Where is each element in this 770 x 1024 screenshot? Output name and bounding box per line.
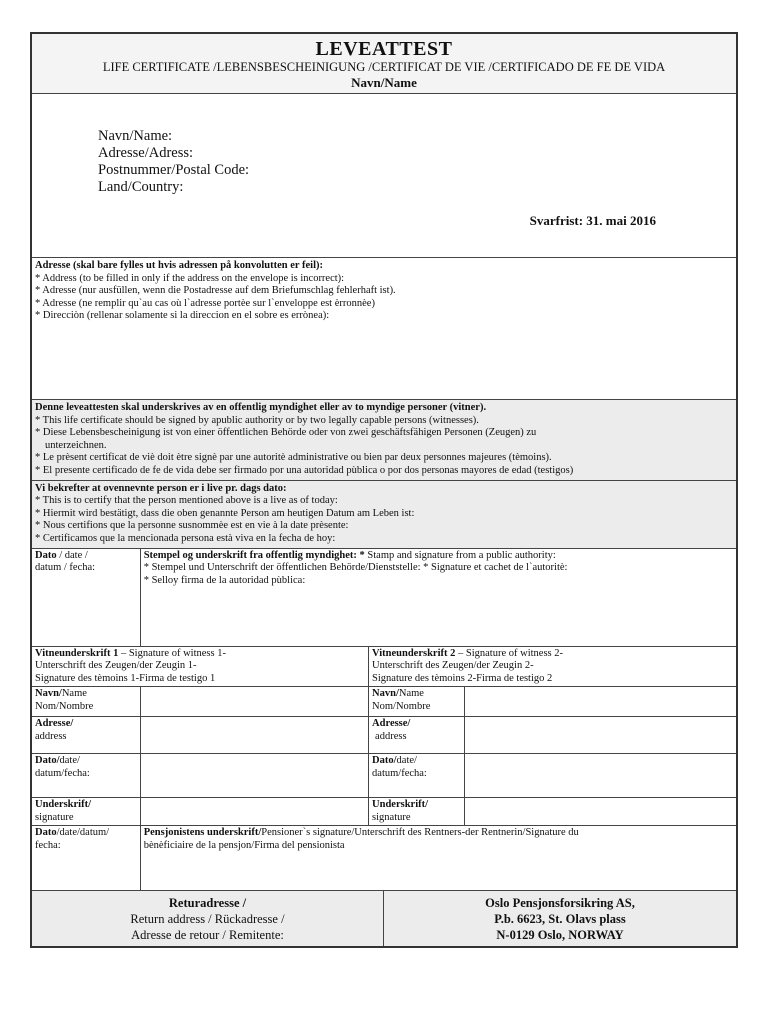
recipient-name-label: Navn/Name: (98, 128, 173, 144)
form-title: LEVEATTEST (315, 38, 453, 60)
return-address-heading: Returadresse / (168, 896, 247, 911)
authority-date-field[interactable] (32, 549, 140, 646)
confirmation-line: * Hiermit wird bestätigt, dass die oben genannte Person am heutigen Datum am Leben ist: (35, 507, 415, 519)
witness-signature-row (32, 797, 736, 825)
recipient-postal-label: Postnummer/Postal Code: (98, 162, 250, 178)
signing-instructions-line: * Le prèsent certificat de viè doit ètre signè par une autoritè administrative ou bien par deux personnes majeures (tèmoins). (35, 452, 552, 464)
return-street: P.b. 6623, St. Olavs plass (494, 912, 626, 927)
confirmation-line: * Nous certifions que la personne susnommèe est en vie à la date prèsente: (35, 520, 349, 532)
return-address-label (32, 891, 384, 946)
witness-2-address-field[interactable] (464, 717, 736, 753)
address-correction-line: * Address (to be filled in only if the address on the envelope is incorrect): (35, 272, 345, 284)
form-subtitle: LIFE CERTIFICATE /LEBENSBESCHEINIGUNG /CERTIFICAT DE VIE /CERTIFICADO DE FE DE VIDA (102, 60, 666, 74)
deadline: Svarfrist: 31. mai 2016 (529, 213, 656, 228)
recipient-country-label: Land/Country: (98, 179, 184, 195)
signing-instructions-line: unterzeichnen. (45, 439, 107, 451)
witness-1-address-label: Adresse/ address (35, 718, 74, 742)
pensioner-row (32, 825, 736, 890)
confirmation-line: * Certificamos que la mencionada persona està viva en la fecha de hoy: (35, 532, 336, 544)
pensioner-date-field[interactable] (32, 826, 140, 890)
name-heading: Navn/Name (351, 75, 417, 90)
recipient-address-label: Adresse/Adress: (98, 145, 194, 161)
witness-2-signature-label: Underskrift/ signature (368, 798, 464, 825)
address-correction-section[interactable] (32, 257, 736, 399)
signing-instructions-section (32, 399, 736, 480)
life-certificate-form (30, 32, 738, 948)
witness-1-title-rest: – Signature of witness 1- (118, 647, 226, 659)
authority-date-label-bold: Dato (35, 549, 57, 561)
signing-instructions-line: * Diese Lebensbescheinigung ist von einer öffentlichen Behörde oder von zwei geschäftsfähigen Personen (Zeugen) zu (35, 427, 537, 439)
witness-date-row (32, 753, 736, 797)
witness-2-title-2: Unterschrift des Zeugen/der Zeugin 2- (372, 660, 534, 672)
authority-row (32, 548, 736, 646)
witness-2-title: Vitneunderskrift 2 (372, 647, 456, 659)
pensioner-date-label: /date/datum/ (56, 827, 110, 839)
pensioner-signature-label-bold: Pensjonistens underskrift/ (143, 827, 262, 839)
witness-2-signature-field[interactable] (464, 798, 736, 825)
address-correction-line: * Direcciòn (rellenar solamente si la direccion en el sobre es errònea): (35, 310, 330, 322)
authority-date-label: / date / (56, 549, 88, 561)
witness-2-name-label: Navn/Name Nom/Nombre (368, 687, 464, 716)
pensioner-date-label-2: fecha: (35, 839, 61, 851)
address-correction-heading: Adresse (skal bare fylles ut hvis adressen på konvolutten er feil): (35, 260, 323, 271)
witness-1-title-3: Signature des tèmoins 1-Firma de testigo 1 (35, 672, 216, 684)
witness-2-address-label: Adresse/ address (368, 717, 464, 753)
authority-date-label-2: datum / fecha: (35, 562, 96, 574)
witness-1-title-2: Unterschrift des Zeugen/der Zeugin 1- (35, 660, 197, 672)
witness-1-date-field[interactable] (140, 754, 368, 797)
address-correction-line: * Adresse (ne remplir qu`au cas où l`adresse portèe sur l`enveloppe est èrronnèe) (35, 297, 375, 309)
return-company: Oslo Pensjonsforsikring AS, (485, 896, 635, 911)
confirmation-line: * This is to certify that the person mentioned above is a live as of today: (35, 495, 338, 507)
pensioner-signature-label-2: bènèficiaire de la pensjon/Firma del pensionista (143, 839, 345, 851)
recipient-block (32, 93, 736, 257)
witness-2-date-label: Dato/date/ datum/fecha: (368, 754, 464, 797)
witness-1-name-field[interactable] (140, 687, 368, 716)
return-address-line-2: Return address / Rückadresse / (130, 912, 285, 927)
confirmation-heading: Vi bekrefter at ovennevnte person er i live pr. dags dato: (35, 482, 287, 494)
return-address-line-3: Adresse de retour / Remitente: (131, 928, 284, 943)
witness-1-title: Vitneunderskrift 1 (35, 647, 119, 659)
return-address-footer (32, 890, 736, 946)
authority-stamp-label-2: * Stempel und Unterschrift der öffentlichen Behörde/Dienststelle: * Signature et cachet de l`autoritè: (143, 562, 568, 574)
authority-stamp-field[interactable] (140, 549, 736, 646)
witness-name-row (32, 686, 736, 716)
signing-instructions-line: * El presente certificado de fe de vida debe ser firmado por una autoridad pùblica o por dos personas mayores de edad (testigos) (35, 464, 574, 476)
witness-2-title-rest: – Signature of witness 2- (455, 647, 563, 659)
witness-2-heading (368, 647, 736, 687)
return-city: N-0129 Oslo, NORWAY (496, 928, 624, 943)
witness-1-name-label: Navn/Name Nom/Nombre (35, 688, 94, 712)
pensioner-signature-field[interactable] (140, 826, 736, 890)
witness-1-date-label: Dato/date/ datum/fecha: (35, 755, 90, 779)
signing-instructions-heading: Denne leveattesten skal underskrives av en offentlig myndighet eller av to myndige personer (vitner). (35, 402, 487, 413)
witness-1-heading (32, 647, 368, 687)
witness-2-title-3: Signature des tèmoins 2-Firma de testigo 2 (372, 672, 553, 684)
signing-instructions-line: * This life certificate should be signed by apublic authority or by two legally capable persons (witnesses). (35, 414, 479, 426)
form-header (32, 34, 736, 93)
confirmation-section (32, 480, 736, 548)
pensioner-date-label-bold: Dato (35, 827, 57, 839)
authority-stamp-label-bold: Stempel og underskrift fra offentlig myndighet: * (143, 549, 365, 561)
return-address-value (384, 891, 736, 946)
witness-heading-row (32, 646, 736, 687)
authority-stamp-label: Stamp and signature from a public authority: (364, 549, 556, 561)
witness-2-name-field[interactable] (464, 687, 736, 716)
witness-address-row (32, 716, 736, 753)
authority-stamp-label-3: * Selloy firma de la autoridad pùblica: (143, 574, 306, 586)
witness-1-address-field[interactable] (140, 717, 368, 753)
address-correction-line: * Adresse (nur ausfüllen, wenn die Postadresse auf dem Briefumschlag fehlerhaft ist). (35, 285, 396, 297)
pensioner-signature-label: Pensioner`s signature/Unterschrift des Rentners-der Rentnerin/Signature du (261, 827, 579, 839)
witness-1-signature-field[interactable] (140, 798, 368, 825)
witness-1-signature-label: Underskrift/ signature (35, 799, 91, 823)
witness-2-date-field[interactable] (464, 754, 736, 797)
